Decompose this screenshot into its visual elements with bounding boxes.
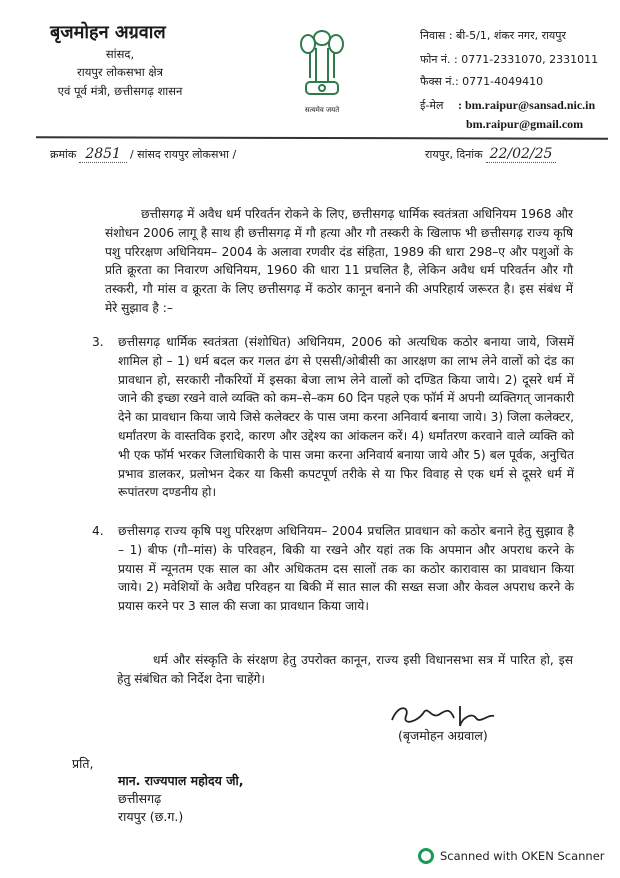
signatory-name: (बृजमोहन अग्रवाल) <box>398 728 488 743</box>
closing-paragraph: धर्म और संस्कृति के संरक्षण हेतु उपरोक्त कानून, राज्य इसी विधानसभा सत्र में पारित हो, इस हेतु संबंधित को निर्देश देना चाहेंगे। <box>117 653 573 686</box>
national-emblem-icon <box>296 26 348 102</box>
residence-address: निवास : बी-5/1, शंकर नगर, रायपुर <box>420 29 567 42</box>
sender-constituency: रायपुर लोकसभा क्षेत्र <box>77 65 163 79</box>
item-number: 4. <box>92 524 104 538</box>
suggestion-item-4 <box>92 522 574 616</box>
oken-logo-icon <box>418 848 434 864</box>
email-label: ई-मेल <box>420 99 444 112</box>
recipient-city: रायपुर (छ.ग.) <box>118 809 184 824</box>
recipient-prefix: प्रति, <box>72 756 94 771</box>
recipient-state: छत्तीसगढ़ <box>118 791 162 806</box>
reference-suffix: / सांसद रायपुर लोकसभा / <box>129 148 237 161</box>
reference-line <box>50 146 236 163</box>
item-text: छत्तीसगढ़ राज्य कृषि पशु परिरक्षण अधिनियम– 2004 प्रचलित प्रावधान को कठोर बनाने हेतु सुझाव है – 1) बीफ (गौ–मांस) के परिवहन, बिकी या रखने और यहां तक कि अपमान और अपराध करने के प्रयास में न्यूनतम एक साल का और अधिकतम दस सालों तक का कठोर कारावास का प्रावधान किया जाये। 2) मवेशियों के अवैद्य परिवहन या बिकी में सात साल की सख्त सजा और केवल अपराध करने के प्रयास करने पर 3 साल की सजा का प्रावधान किया जाये। <box>118 524 574 614</box>
fax-number: फैक्स नं.: 0771-4049410 <box>420 75 544 88</box>
place-date-line <box>425 146 556 163</box>
suggestion-item-3 <box>92 333 574 502</box>
letter-date: 22/02/25 <box>486 146 557 163</box>
place-date-label: रायपुर, दिनांक <box>425 148 483 161</box>
scanner-text: Scanned with OKEN Scanner <box>440 849 605 863</box>
header-divider <box>36 136 608 139</box>
reference-number: 2851 <box>79 146 127 163</box>
sender-designation: सांसद, <box>105 47 135 61</box>
sender-name: बृजमोहन अग्रवाल <box>50 22 166 43</box>
reference-label: क्रमांक <box>50 148 77 161</box>
item-number: 3. <box>92 335 104 349</box>
sender-former-role: एवं पूर्व मंत्री, छत्तीसगढ़ शासन <box>57 84 183 98</box>
email-primary: : bm.raipur@sansad.nic.in <box>458 98 596 112</box>
phone-numbers: फोन नं. : 0771-2331070, 2331011 <box>420 53 599 66</box>
email-secondary: bm.raipur@gmail.com <box>466 117 584 131</box>
item-text: छत्तीसगढ़ धार्मिक स्वतंत्रता (संशोधित) अधिनियम, 2006 को अत्यधिक कठोर बनाया जाये, जिसमें शामिल हो – 1) धर्म बदल कर गलत ढंग से एससी/ओबीसी का आरक्षण का लाभ लेने वालों को दंड का प्रावधान हो, सरकारी नौकरियों में इसका बेजा लाभ लेने वालों को दण्डित किया जाये। 2) दूसरे धर्म में जाने की इच्छा रखने वाले व्यक्ति को कम–से–कम 60 दिन पहले एक फॉर्म में अपनी व्यक्तिगत् जानकारी देने का प्रावधान किया जाये जिसे कलेक्टर के पास जमा करना अनिवार्य बनाया जाये। 3) जिला कलेक्टर, धर्मांतरण के वास्तविक इरादे, कारण और उद्देश्य का आंकलन करें। 4) धर्मांतरण करवाने वाले व्यक्ति को भी एक फॉर्म भरकर जिलाधिकारी के पास जमा करना अनिवार्य बनाया जाये और 5) बल पूर्वक, अनुचित प्रभाव डालकर, प्रलोभन देकर या किसी कपटपूर्ण तरीके से या फिर विवाह से एक धर्म से दूसरे धर्म में रूपांतरण दण्डनीय हो। <box>118 335 574 500</box>
recipient-title: मान. राज्यपाल महोदय जी, <box>118 773 244 788</box>
intro-paragraph: छत्तीसगढ़ में अवैध धर्म परिवर्तन रोकने के लिए, छत्तीसगढ़ धार्मिक स्वतंत्रता अधिनियम 1968 और संशोधन 2006 लागू है साथ ही छत्तीसगढ़ में गौ हत्या और गौ तस्करी के खिलाफ भी छत्तीसगढ़ राज्य कृषि पशु परिरक्षण अधिनियम– 2004 के अलावा रणवीर दंड संहिता, 1989 की धारा 298–ए और पशुओं के प्रति क्रूरता का निवारण अधिनियम, 1960 की धारा 11 प्रचलित है, लेकिन अवैध धर्म परिवर्तन और गौ तस्करी, गौ मांस व क्रूरता के लिए छत्तीसगढ़ में कठोर कानून बनाने की अपरिहार्य जरूरत है। इस संबंध में मेरे सुझाव है :– <box>105 207 573 315</box>
emblem-motto: सत्यमेव जयते <box>304 106 340 114</box>
scanner-watermark <box>418 848 605 864</box>
